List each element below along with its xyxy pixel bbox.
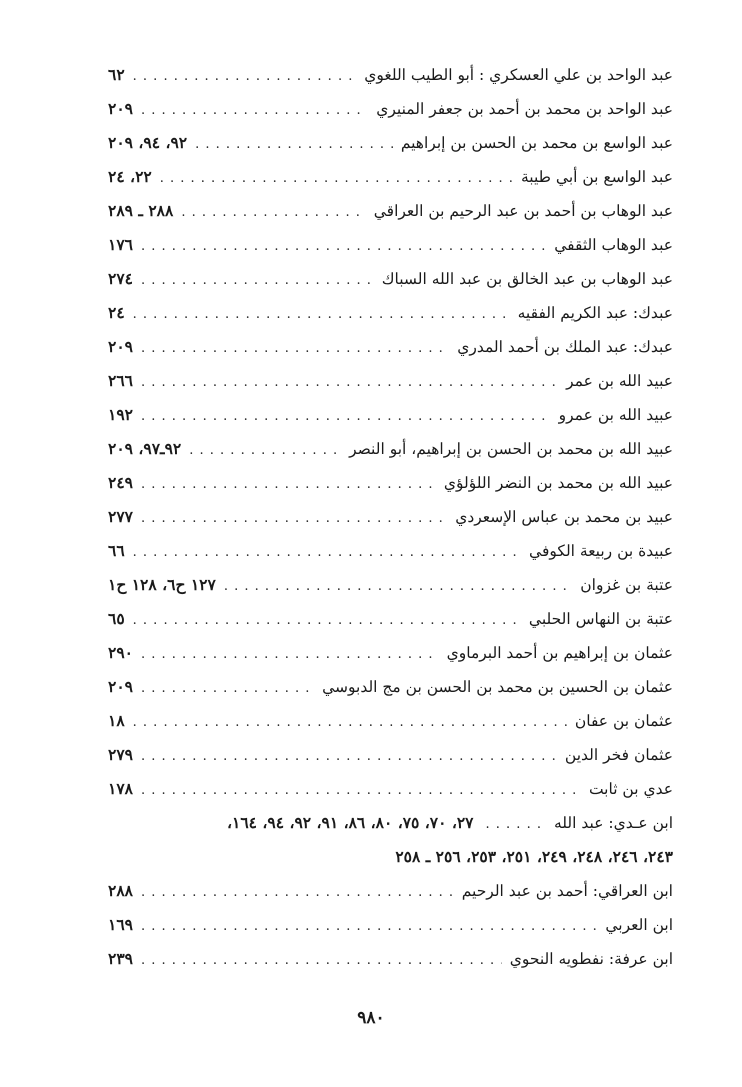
leader-dots bbox=[224, 570, 572, 604]
index-entry bbox=[108, 568, 673, 602]
index-entry bbox=[108, 58, 673, 92]
index-entry bbox=[108, 908, 673, 942]
index-entry bbox=[108, 772, 673, 806]
index-entry bbox=[108, 738, 673, 772]
index-entry bbox=[108, 602, 673, 636]
leader-dots bbox=[141, 740, 557, 774]
entry-pages: ٢٧٩ bbox=[108, 745, 133, 764]
entry-pages: ٢٢، ٢٤ bbox=[108, 167, 152, 186]
entry-pages: ٢٦٦ bbox=[108, 371, 133, 390]
index-entry bbox=[108, 670, 673, 704]
entry-name: عبد الوهاب الثقفي bbox=[554, 236, 673, 254]
entry-name: عبيد الله بن محمد بن الحسن بن إبراهيم، أبو النصر bbox=[349, 440, 673, 458]
entry-pages: ٩٢، ٩٤، ٢٠٩ bbox=[108, 133, 188, 152]
leader-dots bbox=[195, 128, 393, 162]
index-entry bbox=[108, 874, 673, 908]
index-entry bbox=[108, 500, 673, 534]
leader-dots bbox=[141, 876, 454, 910]
entry-name: عبدك: عبد الملك بن أحمد المدري bbox=[457, 338, 673, 356]
index-entry bbox=[108, 636, 673, 670]
index-entry bbox=[108, 330, 673, 364]
index-entry bbox=[108, 398, 673, 432]
entry-pages: ٢٤٩ bbox=[108, 473, 133, 492]
index-entry bbox=[108, 704, 673, 738]
index-entry bbox=[108, 534, 673, 568]
entry-pages: ٢٤ bbox=[108, 303, 125, 322]
leader-dots bbox=[133, 298, 510, 332]
entry-pages: ٢٨٨ bbox=[108, 881, 133, 900]
entry-name: عبد الواسع بن محمد بن الحسن بن إبراهيم bbox=[400, 134, 673, 152]
leader-dots bbox=[141, 332, 449, 366]
leader-dots bbox=[133, 60, 357, 94]
leader-dots: . . . . . . bbox=[485, 817, 542, 832]
index-entry bbox=[108, 466, 673, 500]
index-entry bbox=[108, 262, 673, 296]
entry-name: عبد الوهاب بن عبد الخالق بن عبد الله السباك bbox=[381, 270, 673, 288]
entry-pages: ٢٧٤ bbox=[108, 269, 133, 288]
leader-dots bbox=[141, 468, 436, 502]
entry-name: عثمان بن إبراهيم بن أحمد البرماوي bbox=[446, 644, 673, 662]
entry-name: عبيدة بن ربيعة الكوفي bbox=[529, 542, 673, 560]
entry-name: عبيد بن محمد بن عباس الإسعردي bbox=[455, 508, 673, 526]
entry-name: عدي بن ثابت bbox=[588, 780, 673, 798]
entry-pages: ١٨ bbox=[108, 711, 125, 730]
entry-name: عثمان بن الحسين بن محمد بن الحسن بن مج الدبوسي bbox=[322, 678, 673, 696]
leader-dots bbox=[133, 604, 521, 638]
leader-dots bbox=[160, 162, 513, 196]
index-entries bbox=[108, 58, 673, 976]
entry-pages: ٢٠٩ bbox=[108, 337, 133, 356]
index-entry bbox=[108, 296, 673, 330]
entry-pages: ١٧٦ bbox=[108, 235, 133, 254]
entry-name: عبيد الله بن عمرو bbox=[558, 406, 673, 424]
entry-pages: ٢٨٨ ـ ٢٨٩ bbox=[108, 201, 174, 220]
leader-dots bbox=[141, 264, 374, 298]
entry-name: عتبة بن النهاس الحلبي bbox=[528, 610, 673, 628]
entry-pages: ٦٦ bbox=[108, 541, 125, 560]
leader-dots bbox=[141, 638, 439, 672]
index-entry bbox=[108, 194, 673, 228]
entry-name: ابن العراقي: أحمد بن عبد الرحيم bbox=[461, 882, 673, 900]
entry-pages: ١٧٨ bbox=[108, 779, 133, 798]
entry-pages: ١٩٢ bbox=[108, 405, 133, 424]
entry-pages: ٢٠٩ bbox=[108, 99, 133, 118]
leader-dots bbox=[133, 706, 567, 740]
leader-dots bbox=[181, 196, 365, 230]
leader-dots bbox=[133, 536, 521, 570]
entry-name: عبيد الله بن محمد بن النضر اللؤلؤي bbox=[443, 474, 673, 492]
index-entry bbox=[108, 432, 673, 466]
entry-name: عبيد الله بن عمر bbox=[566, 372, 673, 390]
entry-pages-continued: ٢٤٣، ٢٤٦، ٢٤٨، ٢٤٩، ٢٥١، ٢٥٣، ٢٥٦ ـ ٢٥٨ bbox=[395, 847, 673, 866]
leader-dots bbox=[141, 366, 558, 400]
index-entry bbox=[108, 126, 673, 160]
entry-pages: ٢٩٠ bbox=[108, 643, 133, 662]
index-entry bbox=[108, 364, 673, 398]
index-entry bbox=[108, 228, 673, 262]
entry-pages: ٢٧٧ bbox=[108, 507, 133, 526]
index-entry bbox=[108, 806, 673, 840]
entry-name: عثمان فخر الدين bbox=[564, 746, 673, 764]
entry-pages: ٩٢ـ٩٧، ٢٠٩ bbox=[108, 439, 182, 458]
leader-dots bbox=[141, 944, 502, 978]
entry-pages: ٢٠٩ bbox=[108, 677, 133, 696]
entry-name: ابن عـدي: عبد الله bbox=[553, 814, 673, 832]
leader-dots bbox=[141, 672, 314, 706]
leader-dots bbox=[141, 94, 368, 128]
index-entry bbox=[108, 942, 673, 976]
entry-name: ابن عرفة: نفطويه النحوي bbox=[509, 950, 673, 968]
leader-dots bbox=[141, 400, 551, 434]
entry-pages: ١٦٩ bbox=[108, 915, 133, 934]
index-entry bbox=[108, 160, 673, 194]
entry-pages: ١٢٧ ح٦، ١٢٨ ح١ bbox=[108, 575, 216, 594]
entry-name: عتبة بن غزوان bbox=[580, 576, 673, 594]
leader-dots bbox=[141, 230, 546, 264]
entry-name: عبد الواحد بن محمد بن أحمد بن جعفر المنيري bbox=[376, 100, 673, 118]
index-entry bbox=[108, 92, 673, 126]
page-number: ٩٨٠ bbox=[357, 1008, 385, 1028]
entry-pages: ٦٥ bbox=[108, 609, 125, 628]
entry-name: عبد الواحد بن علي العسكري : أبو الطيب اللغوي bbox=[364, 66, 673, 84]
entry-name: عبد الواسع بن أبي طيبة bbox=[520, 168, 673, 186]
leader-dots bbox=[141, 910, 597, 944]
entry-pages: ٢٣٩ bbox=[108, 949, 133, 968]
entry-pages: ٦٢ bbox=[108, 65, 125, 84]
entry-name: عبدك: عبد الكريم الفقيه bbox=[517, 304, 673, 322]
entry-name: ابن العربي bbox=[605, 916, 673, 934]
entry-name: عبد الوهاب بن أحمد بن عبد الرحيم بن العراقي bbox=[373, 202, 673, 220]
entry-name: عثمان بن عفان bbox=[574, 712, 673, 730]
leader-dots bbox=[189, 434, 341, 468]
entry-pages: ٢٧، ٧٠، ٧٥، ٨٠، ٨٦، ٩١، ٩٢، ٩٤، ١٦٤، bbox=[227, 813, 474, 832]
leader-dots bbox=[141, 774, 581, 808]
leader-dots bbox=[141, 502, 447, 536]
